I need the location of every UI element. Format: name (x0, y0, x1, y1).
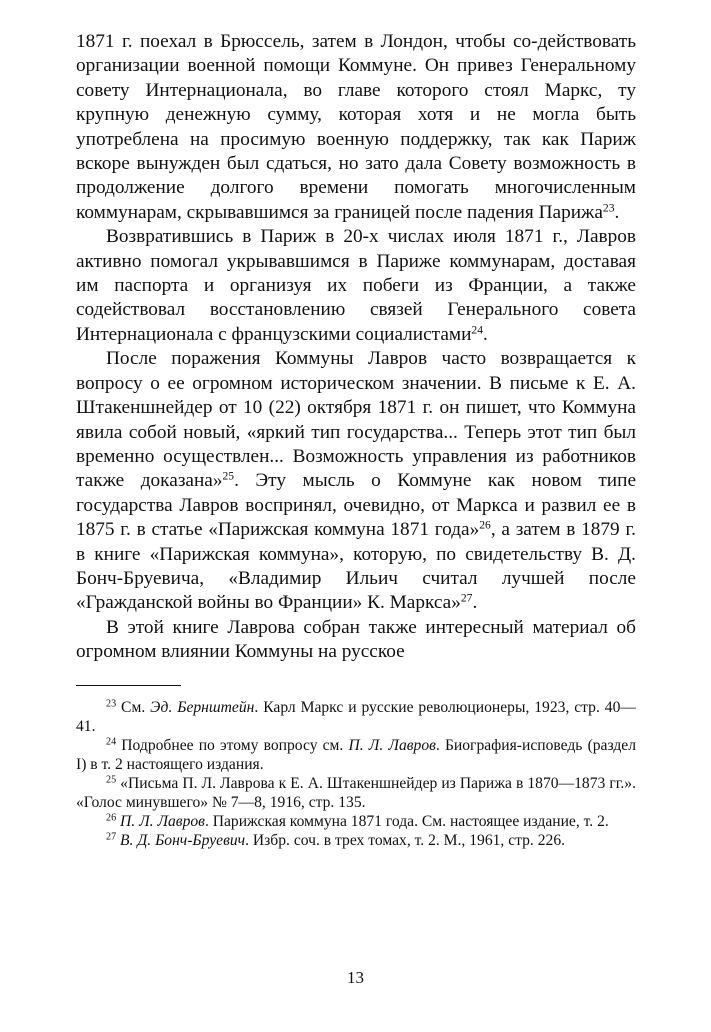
footnote-26 (76, 812, 636, 831)
paragraph-4-text: В этой книге Лаврова собран также интересный материал об огромном влиянии Коммуны на русское (76, 616, 636, 663)
footnote-23 (76, 698, 636, 736)
paragraph-3-text-2: . Эту мысль о Коммуне как новом типе государства Лавров воспринял, очевидно, от Маркса и развил ее в 1875 г. в статье «Парижская коммуна 1871 года» (76, 470, 636, 541)
paragraph-3-text-3: , а затем в 1879 г. в книге «Парижская коммуна», которую, по свидетельству В. Д. Бонч-Бруевича, «Владимир Ильич считал лучшей после «Гражданской войны во Франции» К. Маркса» (76, 519, 636, 614)
footnote-ref-25[interactable]: 25 (222, 469, 235, 483)
footnote-ref-24[interactable]: 24 (471, 323, 483, 337)
paragraph-1 (76, 30, 636, 225)
footnote-author: Эд. Бернштейн (150, 698, 255, 716)
page-content (76, 30, 636, 850)
footnote-prefix: См. (121, 698, 151, 716)
paragraph-3 (76, 347, 636, 615)
footnote-author: П. Л. Лавров (120, 812, 205, 830)
footnote-text: . Карл Маркс и русские революционеры, 1923, стр. 40—41. (76, 698, 636, 735)
paragraph-1-end: . (614, 201, 620, 223)
footnote-author: В. Д. Бонч-Бруевич (120, 831, 246, 849)
footnote-number: 23 (106, 698, 117, 709)
paragraph-1-line-1: 1871 г. поехал в Брюссель, затем в Лондон, чтобы со- (76, 31, 538, 52)
footnote-text: . Парижская коммуна 1871 года. См. настоящее издание, т. 2. (204, 812, 609, 830)
paragraph-3-text: После поражения Коммуны Лавров часто возвращается к вопросу о ее огромном историческом значении. В письме к Е. А. Штакеншнейдер от 10 (22) октября 1871 г. он пишет, что Коммуна явила собой новый, «яркий тип государства... Теперь этот тип был временно осуществлен... Возможность управления из работников также доказана» (76, 348, 636, 492)
footnote-number: 25 (106, 774, 117, 785)
paragraph-2-text: Возвратившись в Париж в 20-х числах июля 1871 г., Лавров активно помогал укрывавшимся в Париже коммунарам, доставая им паспорта и организуя их побеги из Франции, а также содействовал восстановлению связей Генерального совета Интернационала с французскими социалистами (76, 226, 636, 345)
footnote-25 (76, 774, 636, 812)
footnote-ref-26[interactable]: 26 (479, 518, 491, 532)
footnote-number: 26 (106, 812, 117, 823)
paragraph-2-end: . (483, 323, 488, 345)
footnote-prefix: «Письма П. Л. Лаврова к Е. А. Штакеншнейдер из Парижа в 1870—1873 гг.». «Голос минувшего» № 7—8, 1916, стр. 135. (76, 774, 636, 811)
footnote-text: . Избр. соч. в трех томах, т. 2. М., 1961, стр. 226. (245, 831, 566, 849)
footnote-number: 27 (106, 831, 117, 842)
footnote-prefix: Подробнее по этому вопросу см. (121, 736, 349, 754)
footnote-author: П. Л. Лавров (348, 736, 436, 754)
paragraph-4 (76, 616, 636, 665)
paragraph-1-text: действовать организации военной помощи Коммуне. Он привез Генеральному совету Интернационала, во главе которого стоял Маркс, ту крупную денежную сумму, которая хотя и не могла быть употреблена на просимую военную поддержку, так как Париж вскоре вынужден был сдаться, но зато дала Совету возможность в продолжение долгого времени помогать многочисленным коммунарам, скрывавшимся за границей после падения Парижа (76, 31, 636, 223)
paragraph-3-end: . (472, 592, 478, 614)
footnote-number: 24 (106, 736, 117, 747)
footnotes (76, 698, 636, 850)
footnote-27 (76, 831, 636, 850)
page-number: 13 (347, 968, 364, 987)
footnote-text: . Биография-исповедь (раздел I) в т. 2 настоящего издания. (76, 736, 636, 773)
footnote-ref-27[interactable]: 27 (460, 591, 473, 605)
main-text (76, 30, 636, 665)
footnote-divider (76, 685, 181, 686)
footnote-ref-23[interactable]: 23 (602, 201, 615, 215)
footnote-24 (76, 736, 636, 774)
paragraph-2 (76, 225, 636, 347)
